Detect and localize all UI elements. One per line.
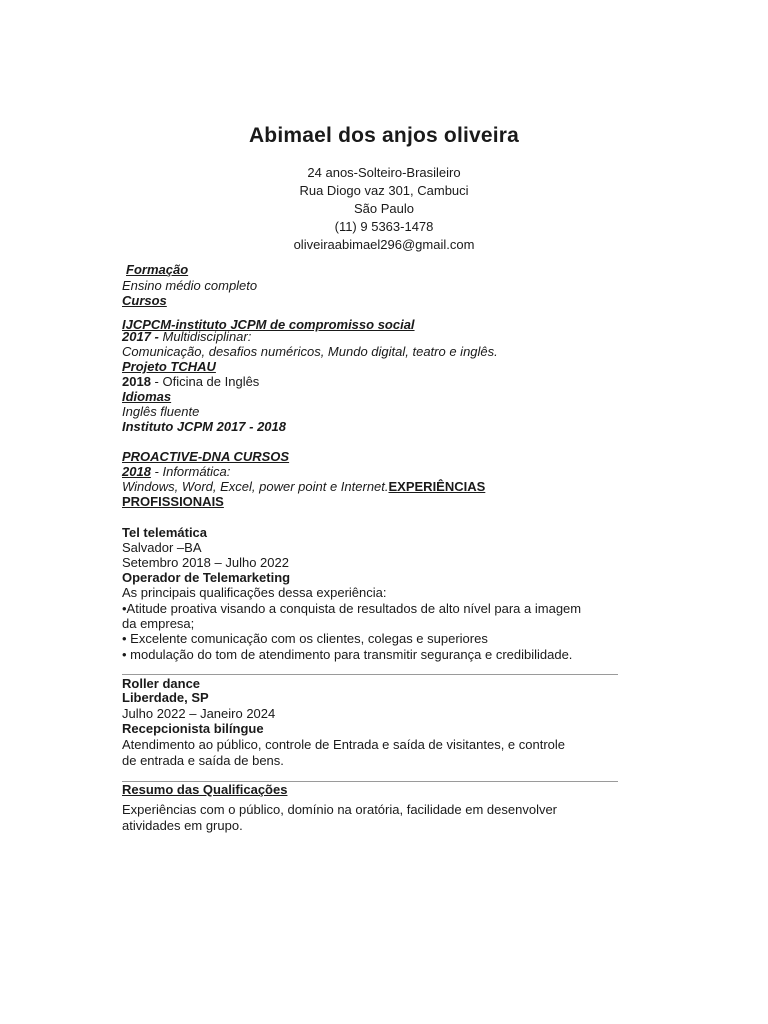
job-period: Setembro 2018 – Julho 2022 [122, 555, 289, 570]
languages-heading: Idiomas [122, 389, 172, 404]
personal-info: 24 anos-Solteiro-Brasileiro [307, 165, 461, 180]
job-company: Tel telemática [122, 525, 208, 540]
job-location: Liberdade, SP [122, 690, 209, 705]
course-2018-year: 2018 [122, 374, 151, 389]
experience-heading-continued: PROFISSIONAIS [122, 494, 224, 509]
course-2018-text: - Oficina de Inglês [150, 374, 260, 389]
email-address: oliveiraabimael296@gmail.com [293, 237, 475, 252]
summary-line: Experiências com o público, domínio na oratória, facilidade em desenvolver [122, 802, 558, 817]
job-description-line: •Atitude proativa visando a conquista de resultados de alto nível para a imagem [122, 601, 582, 616]
job-company: Roller dance [122, 676, 201, 691]
institute-period: Instituto JCPM 2017 - 2018 [122, 419, 286, 434]
job-description-line: Atendimento ao público, controle de Entrada e saída de visitantes, e controle [122, 737, 566, 752]
summary-heading: Resumo das Qualificações [122, 782, 288, 797]
candidate-name: Abimael dos anjos oliveira [248, 124, 520, 147]
course-2017-text: Multidisciplinar: [162, 329, 252, 344]
address-line: Rua Diogo vaz 301, Cambuci [299, 183, 469, 198]
project-name: Projeto TCHAU [122, 359, 216, 374]
contact-block [0, 164, 768, 254]
section-divider [122, 674, 618, 675]
job-description-line: da empresa; [122, 616, 195, 631]
course-2017-year: 2017 - [122, 329, 163, 344]
language-level: Inglês fluente [122, 404, 200, 419]
proactive-course [122, 464, 230, 479]
proactive-topics-line [122, 479, 485, 494]
job-description-line: • modulação do tom de atendimento para transmitir segurança e credibilidade. [122, 647, 573, 662]
course-2017 [122, 329, 251, 344]
city-line: São Paulo [354, 201, 414, 216]
proactive-year: 2018 [122, 464, 151, 479]
experience-heading: EXPERIÊNCIAS [388, 479, 486, 494]
education-level: Ensino médio completo [122, 278, 258, 293]
proactive-text: - Informática: [150, 464, 231, 479]
job-description-line: As principais qualificações dessa experiência: [122, 585, 387, 600]
proactive-courses: PROACTIVE-DNA CURSOS [122, 449, 290, 464]
job-role: Recepcionista bilíngue [122, 721, 264, 736]
course-2017-topics: Comunicação, desafios numéricos, Mundo digital, teatro e inglês. [122, 344, 498, 359]
institute-name: IJCPCM-instituto JCPM de compromisso social [122, 317, 415, 332]
phone-number: (11) 9 5363-1478 [334, 219, 434, 234]
job-period: Julho 2022 – Janeiro 2024 [122, 706, 276, 721]
job-location: Salvador –BA [122, 540, 202, 555]
summary-line: atividades em grupo. [122, 818, 243, 833]
courses-heading: Cursos [122, 293, 167, 308]
education-heading: Formação [126, 262, 189, 277]
course-2018 [122, 374, 259, 389]
job-description-line: • Excelente comunicação com os clientes, colegas e superiores [122, 631, 488, 646]
proactive-topics: Windows, Word, Excel, power point e Internet. [122, 479, 389, 494]
job-description-line: de entrada e saída de bens. [122, 753, 284, 768]
job-role: Operador de Telemarketing [122, 570, 291, 585]
